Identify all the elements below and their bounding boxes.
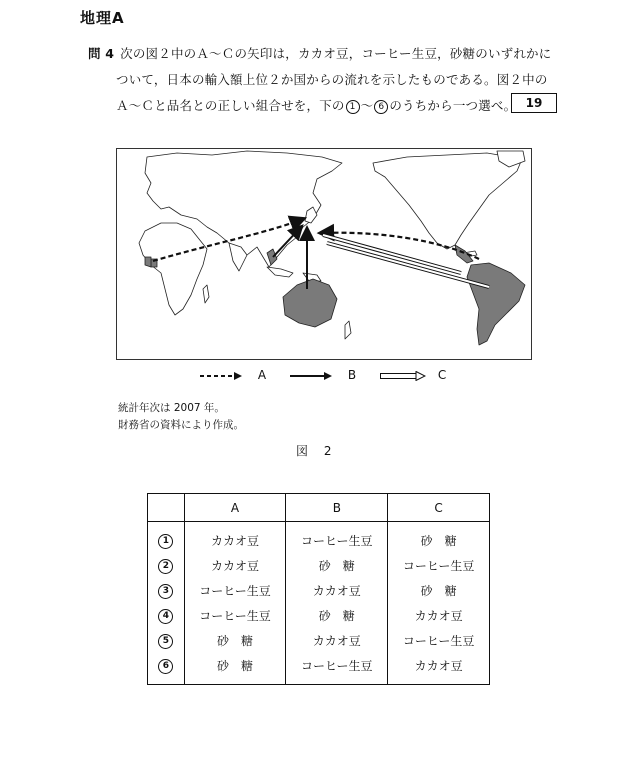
question-text-3a: Ａ～Ｃと品名との正しい組合せを，下の [116, 98, 345, 113]
choice-number: 4 [158, 609, 173, 624]
cell-b: コーヒー生豆 [286, 522, 388, 554]
legend-b [290, 368, 356, 382]
table-header-row [148, 494, 490, 522]
cell-a: カカオ豆 [184, 553, 286, 578]
question-number: 問 4 [88, 46, 115, 61]
header-c: C [388, 494, 490, 522]
cell-c: コーヒー生豆 [388, 553, 490, 578]
subject-title: 地理A [80, 9, 125, 27]
question-text-3b: のうちから一つ選べ。 [389, 98, 517, 113]
table-row [148, 553, 490, 578]
legend-c-label: C [437, 368, 447, 382]
table-row [148, 578, 490, 603]
choice-number: 5 [158, 634, 173, 649]
choice-range-start: 1 [346, 100, 360, 114]
cell-c: カカオ豆 [388, 603, 490, 628]
choice-number: 6 [158, 659, 173, 674]
cell-a: 砂 糖 [184, 628, 286, 653]
table-row [148, 603, 490, 628]
legend-b-solid-arrow-icon [290, 371, 334, 381]
legend-a [200, 368, 266, 382]
question-line-1 [88, 44, 551, 62]
header-b: B [286, 494, 388, 522]
indonesia-islands [267, 267, 293, 277]
choice-number: 3 [158, 584, 173, 599]
cell-a: コーヒー生豆 [184, 578, 286, 603]
cell-b: カカオ豆 [286, 628, 388, 653]
legend-c [380, 368, 446, 382]
stat-year-note: 統計年次は 2007 年。 [118, 402, 225, 414]
header-a: A [184, 494, 286, 522]
cell-c: カカオ豆 [388, 653, 490, 685]
cell-a: コーヒー生豆 [184, 603, 286, 628]
choices-table [147, 493, 490, 685]
madagascar-landmass [203, 285, 209, 303]
choice-number: 1 [158, 534, 173, 549]
question-line-2 [116, 70, 548, 88]
choice-range-tilde: ～ [360, 98, 374, 113]
choice-range-end: 6 [374, 100, 388, 114]
legend-a-dashed-arrow-icon [200, 371, 244, 381]
africa-landmass [139, 223, 207, 315]
table-row [148, 653, 490, 685]
australia-highlight [283, 279, 337, 327]
south-america-highlight [467, 263, 525, 345]
cell-c: 砂 糖 [388, 578, 490, 603]
cell-c: 砂 糖 [388, 522, 490, 554]
cell-b: コーヒー生豆 [286, 653, 388, 685]
new-zealand-landmass [345, 321, 351, 339]
legend-c-outlined-arrow-icon [380, 371, 426, 381]
north-america-landmass [373, 153, 522, 249]
question-text-1: 次の図２中のＡ～Ｃの矢印は，カカオ豆，コーヒー生豆，砂糖のいずれかに [120, 46, 552, 61]
choice-number: 2 [158, 559, 173, 574]
cell-c: コーヒー生豆 [388, 628, 490, 653]
cell-b: 砂 糖 [286, 603, 388, 628]
table-row [148, 628, 490, 653]
table-row [148, 522, 490, 554]
cote-divoire-highlight [145, 257, 151, 267]
cell-b: 砂 糖 [286, 553, 388, 578]
cell-b: カカオ豆 [286, 578, 388, 603]
cell-a: 砂 糖 [184, 653, 286, 685]
source-note: 財務省の資料により作成。 [118, 419, 244, 431]
legend-a-label: A [257, 368, 267, 382]
question-line-3 [116, 96, 516, 114]
cell-a: カカオ豆 [184, 522, 286, 554]
world-map [116, 148, 532, 360]
legend-b-label: B [347, 368, 357, 382]
question-text-2: ついて，日本の輸入額上位２か国からの流れを示したものである。図２中の [116, 72, 548, 87]
answer-number-box: 19 [511, 93, 557, 113]
figure-caption: 図 2 [296, 444, 338, 458]
header-num [148, 494, 185, 522]
